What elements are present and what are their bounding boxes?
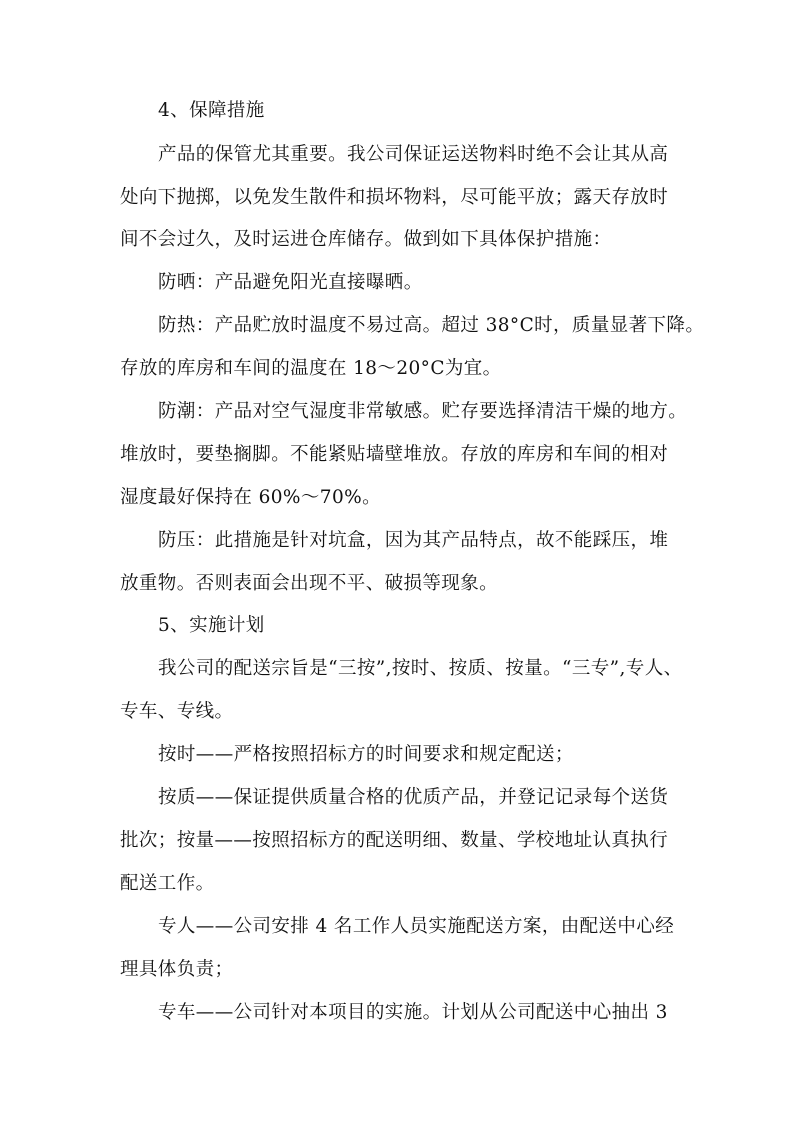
- paragraph-line: 产品的保管尤其重要。我公司保证运送物料时绝不会让其从高: [158, 144, 669, 165]
- paragraph-line: 防晒：产品避免阳光直接曝晒。: [158, 272, 423, 293]
- paragraph-line: 湿度最好保持在 60%～70%。: [120, 487, 382, 508]
- paragraph-line: 专车——公司针对本项目的实施。计划从公司配送中心抽出 3: [158, 1002, 668, 1023]
- paragraph-line: 按质——保证提供质量合格的优质产品，并登记记录每个送货: [158, 787, 669, 808]
- paragraph-line: 间不会过久，及时运进仓库储存。做到如下具体保护措施：: [120, 229, 612, 250]
- section-heading-safeguards: 4、保障措施: [158, 100, 265, 121]
- section-heading-implementation: 5、实施计划: [158, 615, 265, 636]
- paragraph-line: 专车、专线。: [120, 701, 234, 722]
- paragraph-line: 堆放时，要垫搁脚。不能紧贴墙壁堆放。存放的库房和车间的相对: [120, 444, 669, 465]
- paragraph-line: 处向下抛掷，以免发生散件和损坏物料，尽可能平放；露天存放时: [120, 187, 669, 208]
- paragraph-line: 放重物。否则表面会出现不平、破损等现象。: [120, 573, 499, 594]
- paragraph-line: 专人——公司安排 4 名工作人员实施配送方案，由配送中心经: [158, 916, 675, 937]
- paragraph-line: 按时——严格按照招标方的时间要求和规定配送；: [158, 744, 574, 765]
- paragraph-line: 存放的库房和车间的温度在 18～20°C为宜。: [120, 358, 502, 379]
- paragraph-line: 配送工作。: [120, 873, 215, 894]
- paragraph-line: 防压：此措施是针对坑盒，因为其产品特点，故不能踩压，堆: [158, 530, 669, 551]
- paragraph-line: 理具体负责；: [120, 959, 234, 980]
- paragraph-line: 我公司的配送宗旨是“三按”,按时、按质、按量。“三专”,专人、: [158, 658, 683, 679]
- paragraph-line: 批次；按量——按照招标方的配送明细、数量、学校地址认真执行: [120, 830, 669, 851]
- paragraph-line: 防潮：产品对空气湿度非常敏感。贮存要选择清洁干燥的地方。: [158, 401, 688, 422]
- paragraph-line: 防热：产品贮放时温度不易过高。超过 38°C时，质量显著下降。: [158, 315, 705, 336]
